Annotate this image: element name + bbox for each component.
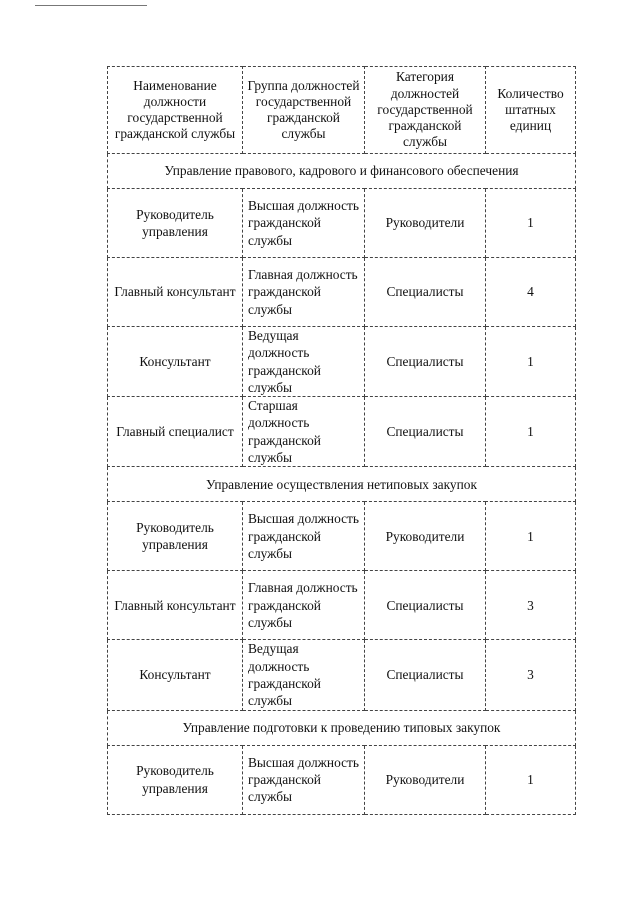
position-group: Главная должность гражданской службы: [243, 571, 365, 640]
header-position-group: Группа должностей государственной гражданской службы: [243, 67, 365, 154]
position-group: Главная должность гражданской службы: [243, 258, 365, 327]
table-row: [108, 397, 576, 467]
position-group: Ведущая должность гражданской службы: [243, 640, 365, 710]
staff-count: 1: [486, 189, 576, 258]
header-rule: [35, 5, 147, 6]
header-position-category: Категория должностей государственной гражданской службы: [365, 67, 486, 154]
staff-count: 3: [486, 571, 576, 640]
header-position-title: Наименование должности государственной гражданской службы: [108, 67, 243, 154]
position-title: Руководитель управления: [108, 502, 243, 571]
position-group: Высшая должность гражданской службы: [243, 745, 365, 814]
table-row: [108, 502, 576, 571]
table-row: [108, 745, 576, 814]
section-title: Управление подготовки к проведению типовых закупок: [108, 710, 576, 745]
staff-count: 1: [486, 502, 576, 571]
position-title: Руководитель управления: [108, 189, 243, 258]
table-header-row: [108, 67, 576, 154]
section-title: Управление осуществления нетиповых закупок: [108, 467, 576, 502]
position-category: Руководители: [365, 502, 486, 571]
position-group: Старшая должность гражданской службы: [243, 397, 365, 467]
section-row: [108, 467, 576, 502]
position-category: Руководители: [365, 745, 486, 814]
position-category: Специалисты: [365, 571, 486, 640]
section-title: Управление правового, кадрового и финансового обеспечения: [108, 154, 576, 189]
staff-count: 3: [486, 640, 576, 710]
position-title: Консультант: [108, 640, 243, 710]
staff-count: 1: [486, 745, 576, 814]
table-row: [108, 258, 576, 327]
position-category: Руководители: [365, 189, 486, 258]
table-row: [108, 571, 576, 640]
staff-count: 1: [486, 327, 576, 397]
section-row: [108, 710, 576, 745]
position-group: Высшая должность гражданской службы: [243, 502, 365, 571]
table-row: [108, 640, 576, 710]
staff-count: 4: [486, 258, 576, 327]
position-title: Руководитель управления: [108, 745, 243, 814]
position-group: Ведущая должность гражданской службы: [243, 327, 365, 397]
position-title: Главный консультант: [108, 258, 243, 327]
position-title: Консультант: [108, 327, 243, 397]
section-row: [108, 154, 576, 189]
position-title: Главный специалист: [108, 397, 243, 467]
header-staff-count: Количество штатных единиц: [486, 67, 576, 154]
staff-count: 1: [486, 397, 576, 467]
staffing-table: [107, 66, 576, 815]
position-title: Главный консультант: [108, 571, 243, 640]
position-category: Специалисты: [365, 397, 486, 467]
position-category: Специалисты: [365, 327, 486, 397]
position-group: Высшая должность гражданской службы: [243, 189, 365, 258]
table-row: [108, 189, 576, 258]
table-row: [108, 327, 576, 397]
position-category: Специалисты: [365, 640, 486, 710]
position-category: Специалисты: [365, 258, 486, 327]
